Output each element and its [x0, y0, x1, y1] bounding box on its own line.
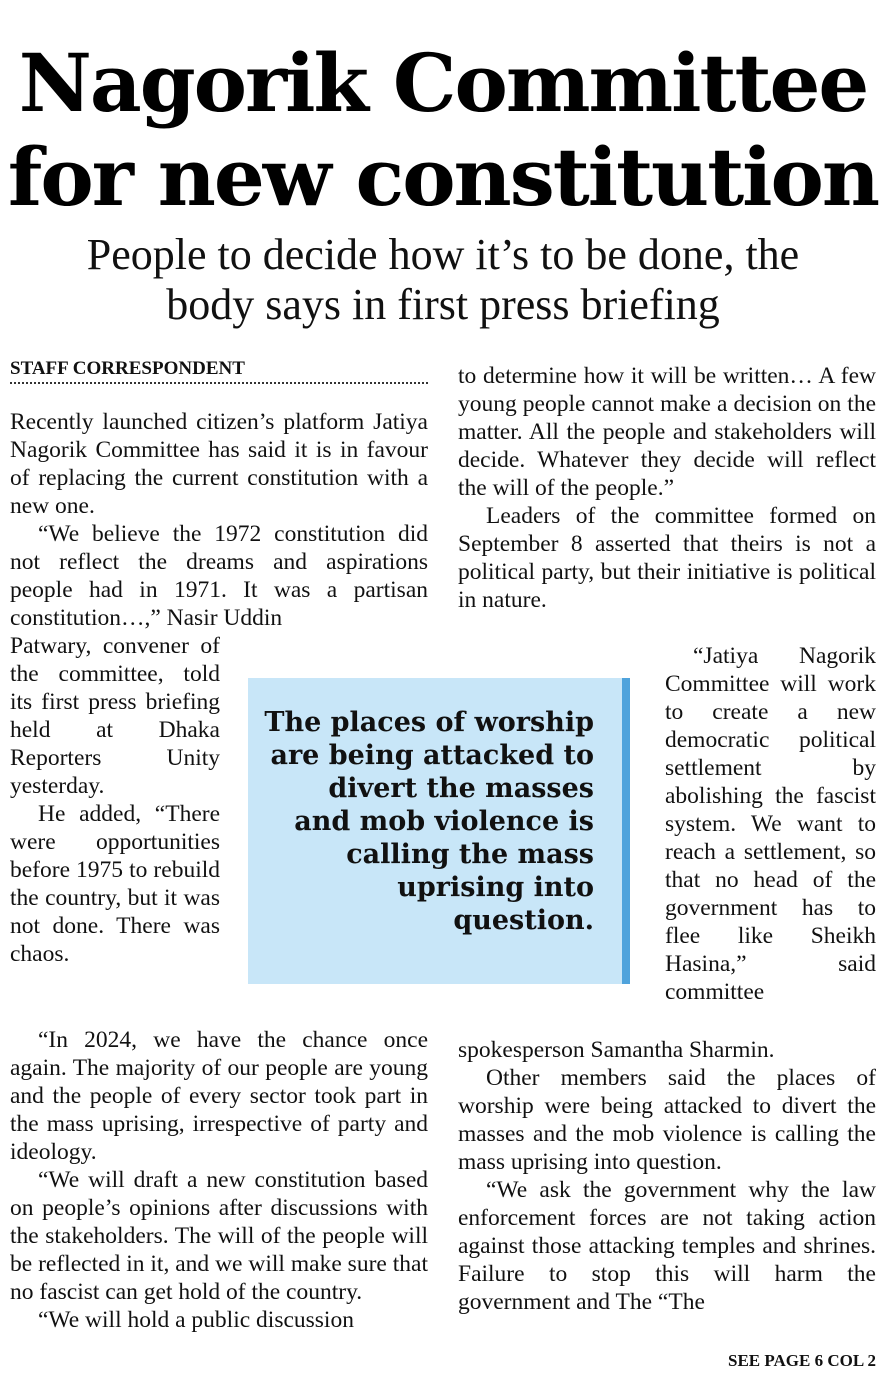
- paragraph: “We will draft a new constitution based on people’s opinions after discussions with the stakeholders. The will of the people will be reflected in it, and we will make sure that no fascist can get hold of the country.: [10, 1167, 428, 1305]
- paragraph: “We believe the 1972 constitution did not reflect the dreams and aspirations people had in 1971. It was a partisan constitution…,” Nasir Uddin: [10, 521, 428, 631]
- paragraph: “We will hold a public discussion: [38, 1307, 354, 1333]
- paragraph: Patwary, convener of the committee, told its first press briefing held at Dhaka Reporters Unity yesterday.: [10, 633, 220, 799]
- column-1-bottom: [10, 1026, 428, 1334]
- pull-quote-box: [248, 678, 630, 984]
- paragraph: Leaders of the committee formed on September 8 asserted that theirs is not a political party, but their initiative is political in nature.: [458, 503, 876, 613]
- paragraph: Recently launched citizen’s platform Jatiya Nagorik Committee has said it is in favour of replacing the current constitution with a new one.: [10, 409, 428, 519]
- paragraph: “We ask the government why the law enforcement forces are not taking action against those attacking temples and shrines. Failure to stop this will harm the government and The “The: [458, 1177, 876, 1315]
- pull-quote-text: The places of worship are being attacked to divert the masses and mob violence is calling the mass uprising into question.: [264, 707, 594, 936]
- paragraph: spokesperson Samantha Sharmin.: [458, 1037, 775, 1063]
- column-1-narrow: [10, 632, 220, 968]
- paragraph: He added, “There were opportunities before 1975 to rebuild the country, but it was not done. There was chaos.: [10, 801, 220, 967]
- paragraph: “Jatiya Nagorik Committee will work to create a new democratic political settlement by abolishing the fascist system. We want to reach a settlement, so that no head of the government has to flee like Sheikh Hasina,” said committee: [665, 643, 876, 1005]
- paragraph: “In 2024, we have the chance once again. The majority of our people are young and the people of every sector took part in the mass uprising, irrespective of party and ideology.: [10, 1027, 428, 1165]
- paragraph: Other members said the places of worship were being attacked to divert the masses and the mob violence is calling the mass uprising into question.: [458, 1065, 876, 1175]
- column-2-bottom: [458, 1036, 876, 1316]
- headline-line-1: Nagorik Committee: [18, 36, 868, 130]
- column-2-top: [458, 362, 876, 614]
- subheadline-line-2: body says in first press briefing: [166, 280, 720, 329]
- subheadline-line-1: People to decide how it’s to be done, the: [86, 230, 800, 279]
- paragraph: to determine how it will be written… A few young people cannot make a decision on the matter. All the people and stakeholders will decide. Whatever they decide will reflect the will of the people.”: [458, 363, 876, 501]
- continued-on-page-6-link[interactable]: SEE PAGE 6 COL 2: [728, 1351, 876, 1370]
- headline-line-2: for new constitution: [7, 130, 879, 224]
- byline: STAFF CORRESPONDENT: [10, 356, 428, 384]
- column-1-top: [10, 408, 428, 632]
- column-2-narrow: [665, 642, 876, 1006]
